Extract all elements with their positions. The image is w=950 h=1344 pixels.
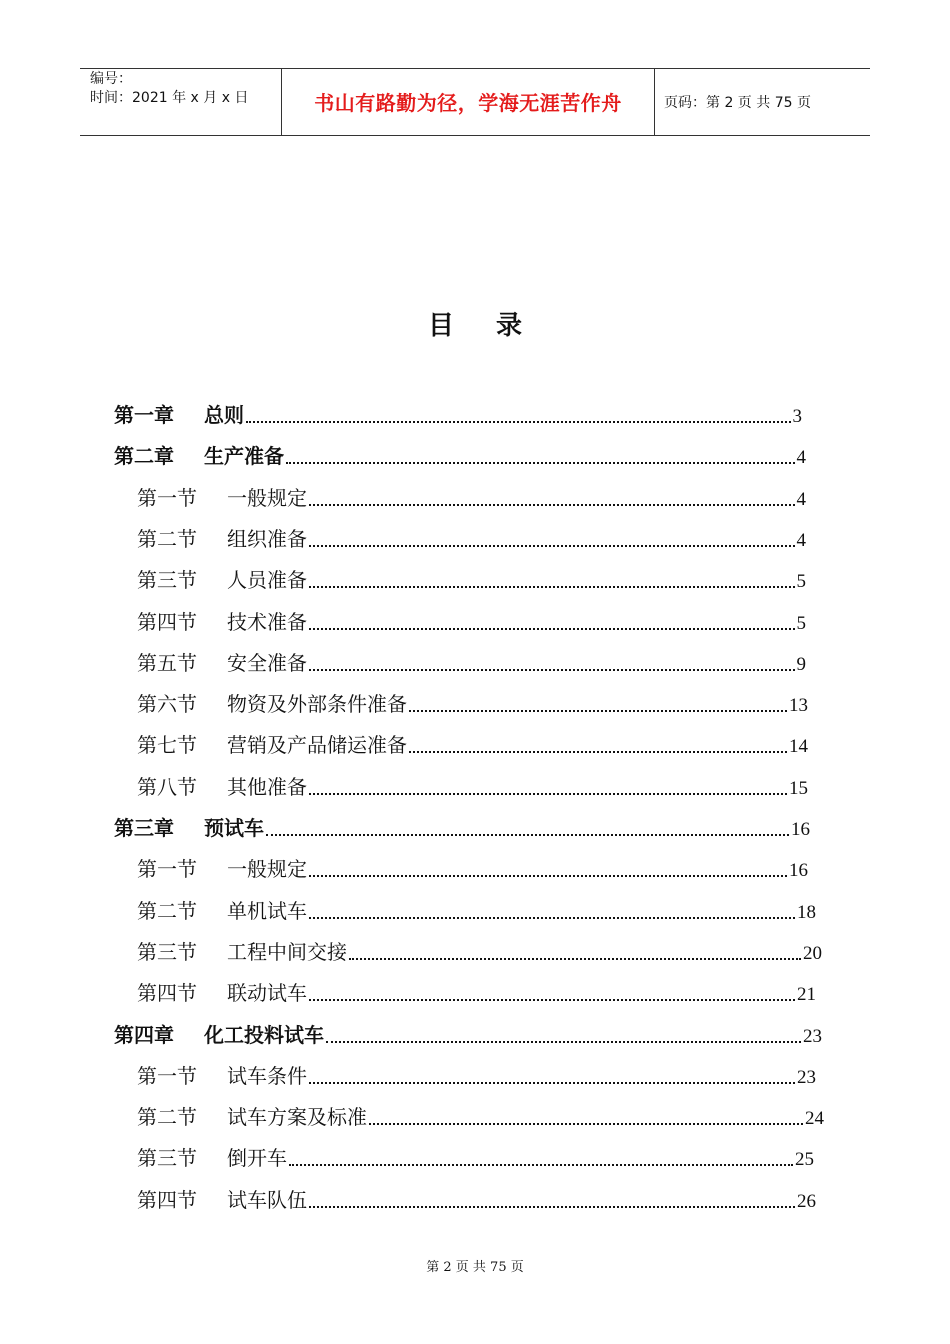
toc-leader-dots xyxy=(286,462,795,464)
toc-entry-page: 9 xyxy=(796,654,806,675)
toc-entry-title: 其他准备 xyxy=(227,775,307,799)
header-bottom-rule xyxy=(80,135,870,136)
toc-entry-number: 第三节 xyxy=(137,568,197,592)
toc-entry-title: 化工投料试车 xyxy=(204,1023,324,1047)
toc-entry-title: 试车方案及标准 xyxy=(227,1105,367,1129)
toc-entry-page: 4 xyxy=(796,447,806,468)
toc-entry-title: 营销及产品储运准备 xyxy=(227,733,407,757)
toc-entry-page: 4 xyxy=(796,530,806,551)
toc-entry[interactable] xyxy=(137,883,816,924)
number-label: 编号： xyxy=(90,71,132,87)
toc-entry[interactable] xyxy=(137,717,808,758)
toc-entry[interactable] xyxy=(137,1130,814,1171)
toc-entry-page: 20 xyxy=(803,943,822,964)
toc-entry-page: 26 xyxy=(797,1191,816,1212)
toc-entry[interactable] xyxy=(137,552,806,593)
toc-entry-page: 25 xyxy=(795,1149,814,1170)
toc-entry-number: 第二节 xyxy=(137,1105,197,1129)
toc-entry-page: 14 xyxy=(789,736,808,757)
toc-entry[interactable] xyxy=(114,387,802,428)
toc-entry-page: 16 xyxy=(789,860,808,881)
toc-entry-page: 23 xyxy=(797,1067,816,1088)
toc-entry-title: 联动试车 xyxy=(227,981,307,1005)
toc-entry-page: 3 xyxy=(792,406,802,427)
toc-entry[interactable] xyxy=(137,511,806,552)
toc-leader-dots xyxy=(309,793,787,795)
toc-entry-title: 物资及外部条件准备 xyxy=(227,692,407,716)
toc-entry-number: 第四节 xyxy=(137,981,197,1005)
toc-entry-number: 第二节 xyxy=(137,899,197,923)
toc-entry[interactable] xyxy=(137,924,822,965)
toc-entry[interactable] xyxy=(137,594,806,635)
toc-entry[interactable] xyxy=(137,635,806,676)
toc-leader-dots xyxy=(369,1123,803,1125)
page-footer: 第 2 页 共 75 页 xyxy=(426,1260,524,1275)
toc-entry[interactable] xyxy=(114,1007,822,1048)
toc-leader-dots xyxy=(309,628,795,630)
toc-leader-dots xyxy=(289,1164,793,1166)
toc-entry-page: 15 xyxy=(789,778,808,799)
toc-leader-dots xyxy=(309,1206,795,1208)
toc-entry-title: 一般规定 xyxy=(227,486,307,510)
toc-leader-dots xyxy=(309,586,795,588)
toc-entry-page: 16 xyxy=(791,819,810,840)
toc-entry-title: 一般规定 xyxy=(227,857,307,881)
toc-entry-title: 总则 xyxy=(204,403,244,427)
toc-entry-number: 第四节 xyxy=(137,1188,197,1212)
toc-entry-number: 第一节 xyxy=(137,1064,197,1088)
toc-entry-page: 24 xyxy=(805,1108,824,1129)
toc-entry-title: 技术准备 xyxy=(227,610,307,634)
toc-entry[interactable] xyxy=(114,800,810,841)
toc-entry-page: 5 xyxy=(796,613,806,634)
toc-entry-page: 5 xyxy=(796,571,806,592)
toc-entry-title: 工程中间交接 xyxy=(227,940,347,964)
toc-leader-dots xyxy=(309,1082,795,1084)
toc-entry-number: 第四章 xyxy=(114,1023,174,1047)
toc-entry-title: 试车条件 xyxy=(227,1064,307,1088)
toc-entry-number: 第八节 xyxy=(137,775,197,799)
toc-leader-dots xyxy=(309,875,787,877)
header-divider-right xyxy=(654,68,655,135)
toc-entry-title: 安全准备 xyxy=(227,651,307,675)
toc-entry[interactable] xyxy=(137,1172,816,1213)
toc-title xyxy=(0,305,950,342)
toc-entry-number: 第一节 xyxy=(137,857,197,881)
toc-entry-number: 第三章 xyxy=(114,816,174,840)
toc-leader-dots xyxy=(309,545,795,547)
toc-entry-number: 第四节 xyxy=(137,610,197,634)
toc-leader-dots xyxy=(409,751,787,753)
toc-entry-page: 4 xyxy=(796,489,806,510)
toc-entry[interactable] xyxy=(114,428,806,469)
toc-entry-number: 第三节 xyxy=(137,1146,197,1170)
header-motto: 书山有路勤为径，学海无涯苦作舟 xyxy=(314,91,622,115)
toc-entry-number: 第一章 xyxy=(114,403,174,427)
toc-entry[interactable] xyxy=(137,965,816,1006)
toc-entry-page: 23 xyxy=(803,1026,822,1047)
toc-leader-dots xyxy=(409,710,787,712)
toc-entry-number: 第二节 xyxy=(137,527,197,551)
time-label: 时间：2021 年 x 月 x 日 xyxy=(90,90,249,106)
toc-entry-number: 第一节 xyxy=(137,486,197,510)
toc-entry-number: 第七节 xyxy=(137,733,197,757)
toc-entry-title: 试车队伍 xyxy=(227,1188,307,1212)
header-left-cell xyxy=(90,70,248,108)
toc-entry[interactable] xyxy=(137,470,806,511)
toc-entry[interactable] xyxy=(137,676,808,717)
toc-leader-dots xyxy=(266,834,789,836)
toc-leader-dots xyxy=(349,958,801,960)
toc-leader-dots xyxy=(309,917,795,919)
toc-entry-number: 第六节 xyxy=(137,692,197,716)
toc-entry[interactable] xyxy=(137,841,808,882)
toc-entry-number: 第三节 xyxy=(137,940,197,964)
toc-leader-dots xyxy=(326,1041,801,1043)
toc-title-text: 目录 xyxy=(427,311,564,341)
toc-entry-page: 21 xyxy=(797,984,816,1005)
toc-entry-title: 生产准备 xyxy=(204,444,284,468)
toc-leader-dots xyxy=(309,504,795,506)
header-page-info: 页码：第 2 页 共 75 页 xyxy=(664,94,811,111)
toc-entry-page: 18 xyxy=(797,902,816,923)
toc-entry-number: 第二章 xyxy=(114,444,174,468)
toc-entry[interactable] xyxy=(137,759,808,800)
toc-entry-number: 第五节 xyxy=(137,651,197,675)
toc-entry-title: 预试车 xyxy=(204,816,264,840)
toc-entry[interactable] xyxy=(137,1048,816,1089)
toc-entry-title: 单机试车 xyxy=(227,899,307,923)
toc-leader-dots xyxy=(309,999,795,1001)
toc-entry-title: 倒开车 xyxy=(227,1146,287,1170)
toc-leader-dots xyxy=(309,669,795,671)
toc-entry[interactable] xyxy=(137,1089,824,1130)
toc-entry-page: 13 xyxy=(789,695,808,716)
toc-leader-dots xyxy=(246,421,791,423)
toc-entry-title: 组织准备 xyxy=(227,527,307,551)
toc-entry-title: 人员准备 xyxy=(227,568,307,592)
